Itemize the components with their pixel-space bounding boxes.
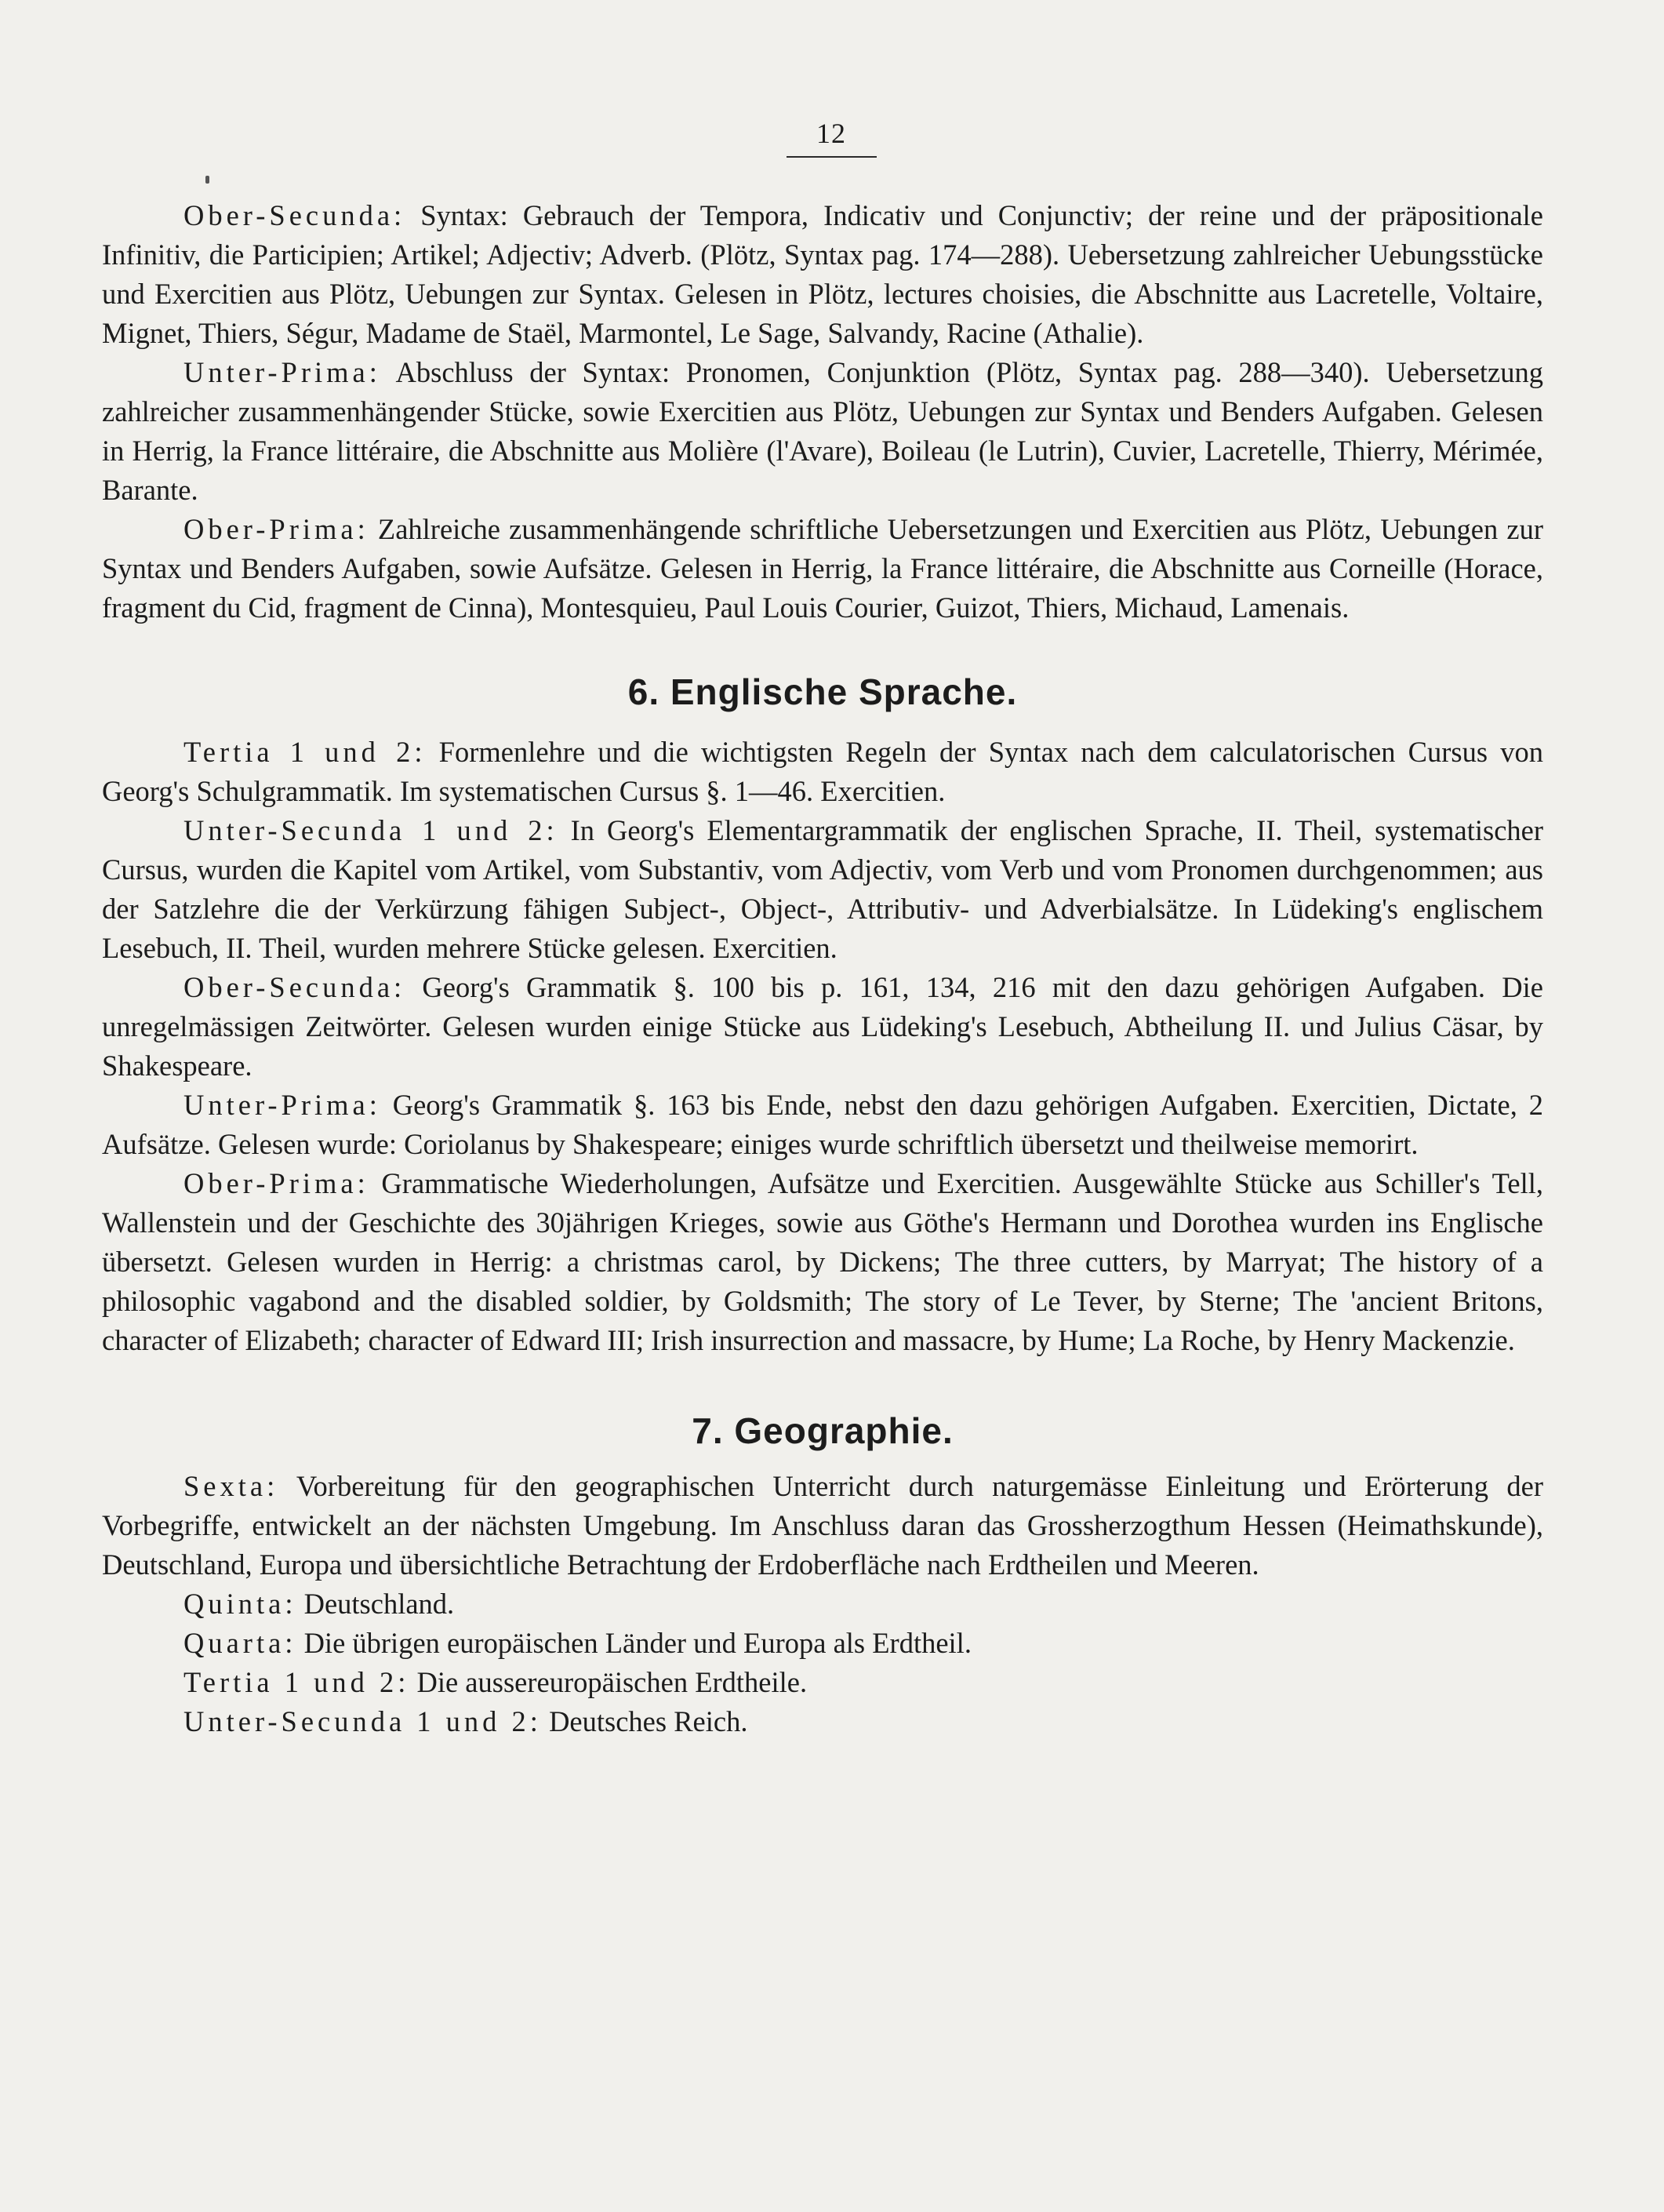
class-label: Quarta: (183, 1627, 297, 1659)
class-label: Unter-Secunda 1 und 2: (183, 1705, 542, 1737)
paragraph-text: Deutschland. (296, 1588, 455, 1620)
paragraph-ober-secunda-french (102, 196, 1543, 353)
paragraph-text: Georg's Grammatik §. 100 bis p. 161, 134, 216 mit den dazu gehörigen Aufgaben. Die unregelmässigen Zeitwörter. Gelesen wurden einige Stücke aus Lüdeking's Lesebuch, Abtheilung II. und Julius Cäsar, by Shakespeare. (102, 971, 1543, 1082)
line-quarta-geography (102, 1624, 1543, 1663)
line-unter-secunda-geography (102, 1702, 1543, 1741)
paragraph-text: Abschluss der Syntax: Pronomen, Conjunktion (Plötz, Syntax pag. 288—340). Uebersetzung zahlreicher zusammenhängender Stücke, sowie Exercitien aus Plötz, Uebungen zur Syntax und Benders Aufgaben. Gelesen in Herrig, la France littéraire, die Abschnitte aus Molière (l'Avare), Boileau (le Lutrin), Cuvier, Lacretelle, Thierry, Mérimée, Barante. (102, 356, 1543, 506)
class-label: Unter-Secunda 1 und 2: (183, 814, 558, 846)
class-label: Quinta: (183, 1588, 297, 1620)
class-label: Ober-Secunda: (183, 199, 406, 231)
paragraph-text: Zahlreiche zusammenhängende schriftliche Uebersetzungen und Exercitien aus Plötz, Uebungen zur Syntax und Benders Aufgaben, sowie Aufsätze. Gelesen in Herrig, la France littéraire, die Abschnitte aus Corneille (Horace, fragment du Cid, fragment de Cinna), Montesquieu, Paul Louis Courier, Guizot, Thiers, Michaud, Lamenais. (102, 513, 1543, 624)
section-heading-geographie: 7. Geographie. (692, 1410, 954, 1451)
paragraph-text: Die übrigen europäischen Länder und Europa als Erdtheil. (296, 1627, 972, 1659)
class-label: Unter-Prima: (183, 1089, 381, 1121)
paragraph-text: Georg's Grammatik §. 163 bis Ende, nebst den dazu gehörigen Aufgaben. Exercitien, Dictate, 2 Aufsätze. Gelesen wurde: Coriolanus by Shakespeare; einiges wurde schriftlich übersetzt und theilweise memorirt. (102, 1089, 1543, 1160)
paragraph-text: Syntax: Gebrauch der Tempora, Indicativ und Conjunctiv; der reine und der präpositionale Infinitiv, die Participien; Artikel; Adjectiv; Adverb. (Plötz, Syntax pag. 174—288). Uebersetzung zahlreicher Uebungsstücke und Exercitien aus Plötz, Uebungen zur Syntax. Gelesen in Plötz, lectures choisies, die Abschnitte aus Lacretelle, Voltaire, Mignet, Thiers, Ségur, Madame de Staël, Marmontel, Le Sage, Salvandy, Racine (Athalie). (102, 199, 1543, 349)
line-quinta-geography (102, 1584, 1543, 1624)
paragraph-text: Formenlehre und die wichtigsten Regeln der Syntax nach dem calculatorischen Cursus von Georg's Schulgrammatik. Im systematischen Cursus §. 1—46. Exercitien. (102, 736, 1543, 807)
paragraph-ober-prima-french (102, 510, 1543, 628)
class-label: Tertia 1 und 2: (183, 736, 427, 768)
print-speck (205, 176, 209, 184)
paragraph-ober-secunda-english (102, 968, 1543, 1086)
class-label: Unter-Prima: (183, 356, 381, 388)
page-number-rule (787, 156, 877, 158)
paragraph-ober-prima-english (102, 1164, 1543, 1360)
class-label: Ober-Secunda: (183, 971, 406, 1003)
paragraph-sexta-geography (102, 1467, 1543, 1584)
class-label: Tertia 1 und 2: (183, 1666, 410, 1698)
paragraph-unter-prima-english (102, 1086, 1543, 1164)
class-label: Ober-Prima: (183, 513, 369, 545)
paragraph-text: Vorbereitung für den geographischen Unterricht durch naturgemässe Einleitung und Erörterung der Vorbegriffe, entwickelt an der nächsten Umgebung. Im Anschluss daran das Grossherzogthum Hessen (Heimathskunde), Deutschland, Europa und übersichtliche Betrachtung der Erdoberfläche nach Erdtheilen und Meeren. (102, 1470, 1543, 1581)
line-tertia-geography (102, 1663, 1543, 1702)
paragraph-text: In Georg's Elementargrammatik der englischen Sprache, II. Theil, systematischer Cursus, wurden die Kapitel vom Artikel, vom Substantiv, vom Adjectiv, vom Verb und vom Pronomen durchgenommen; aus der Satzlehre die der Verkürzung fähigen Subject-, Object-, Attributiv- und Adverbialsätze. In Lüdeking's englischem Lesebuch, II. Theil, wurden mehrere Stücke gelesen. Exercitien. (102, 814, 1543, 964)
paragraph-tertia-english (102, 733, 1543, 811)
page-content (102, 196, 1543, 1741)
paragraph-unter-prima-french (102, 353, 1543, 510)
class-label: Ober-Prima: (183, 1167, 369, 1199)
paragraph-text: Die aussereuropäischen Erdtheile. (409, 1666, 808, 1698)
paragraph-unter-secunda-english (102, 811, 1543, 968)
page-number: 12 (816, 118, 846, 149)
paragraph-text: Grammatische Wiederholungen, Aufsätze und Exercitien. Ausgewählte Stücke aus Schiller's Tell, Wallenstein und der Geschichte des 30jährigen Krieges, sowie aus Göthe's Hermann und Dorothea wurden ins Englische übersetzt. Gelesen wurden in Herrig: a christmas carol, by Dickens; The three cutters, by Marryat; The history of a philosophic vagabond and the disabled soldier, by Goldsmith; The story of Le Tever, by Sterne; The 'ancient Britons, character of Elizabeth; character of Edward III; Irish insurrection and massacre, by Hume; La Roche, by Henry Mackenzie. (102, 1167, 1543, 1356)
paragraph-text: Deutsches Reich. (541, 1705, 748, 1737)
class-label: Sexta: (183, 1470, 279, 1502)
section-heading-englische-sprache: 6. Englische Sprache. (627, 671, 1018, 712)
